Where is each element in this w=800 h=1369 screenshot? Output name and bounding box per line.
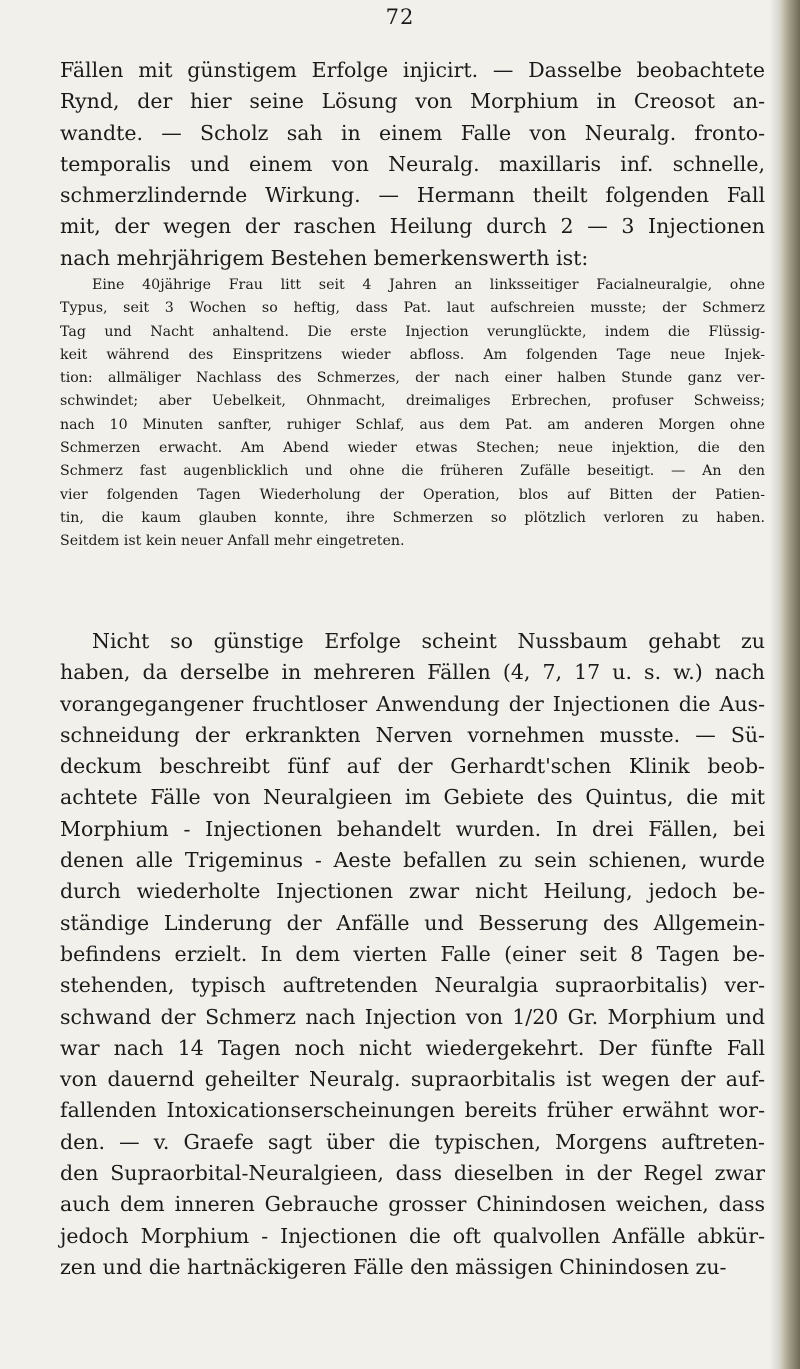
text-line: den. — v. Graefe sagt über die typischen, Morgens auftreten- xyxy=(60,1129,765,1154)
text-line: tin, die kaum glauben konnte, ihre Schmerzen so plötzlich verloren zu haben. xyxy=(60,509,765,526)
text-line: tion: allmäliger Nachlass des Schmerzes, der nach einer halben Stunde ganz ver- xyxy=(60,370,765,387)
text-line: den Supraorbital-Neuralgieen, dass dieselben in der Regel zwar xyxy=(60,1161,765,1186)
text-line: temporalis und einem von Neuralg. maxillaris inf. schnelle, xyxy=(60,151,765,176)
text-line: Nicht so günstige Erfolge scheint Nussbaum gehabt zu xyxy=(92,629,765,653)
text-line: vorangegangener fruchtloser Anwendung der Injectionen die Aus- xyxy=(60,691,765,716)
text-line: zen und die hartnäckigeren Fälle den mässigen Chinindosen zu- xyxy=(60,1254,727,1279)
paragraph-intro xyxy=(60,55,765,274)
text-line: nach mehrjährigem Bestehen bemerkenswerth ist: xyxy=(60,245,589,270)
paragraph-discussion-text xyxy=(60,626,765,1283)
page-number: 72 xyxy=(385,5,415,29)
text-line: wandte. — Scholz sah in einem Falle von Neuralg. fronto- xyxy=(60,120,765,145)
text-line: war nach 14 Tagen noch nicht wiedergekehrt. Der fünfte Fall xyxy=(60,1035,765,1060)
text-line: schwindet; aber Uebelkeit, Ohnmacht, dreimaliges Erbrechen, profuser Schweiss; xyxy=(60,393,765,410)
text-line: haben, da derselbe in mehreren Fällen (4, 7, 17 u. s. w.) nach xyxy=(60,660,765,685)
text-line: durch wiederholte Injectionen zwar nicht Heilung, jedoch be- xyxy=(60,879,765,904)
text-line: schmerzlindernde Wirkung. — Hermann theilt folgenden Fall xyxy=(60,183,765,208)
text-line: von dauernd geheilter Neuralg. supraorbitalis ist wegen der auf- xyxy=(60,1067,765,1092)
text-line: Schmerzen erwacht. Am Abend wieder etwas Stechen; neue injektion, die den xyxy=(60,440,765,457)
text-line: Schmerz fast augenblicklich und ohne die früheren Zufälle beseitigt. — An den xyxy=(60,463,765,480)
case-report-text xyxy=(60,274,765,554)
text-line: schwand der Schmerz nach Injection von 1/20 Gr. Morphium und xyxy=(60,1004,765,1029)
text-line: schneidung der erkrankten Nerven vornehmen musste. — Sü- xyxy=(60,722,765,747)
text-line: deckum beschreibt fünf auf der Gerhardt'schen Klinik beob- xyxy=(60,754,765,779)
case-report xyxy=(60,274,765,554)
text-line: stehenden, typisch auftretenden Neuralgia supraorbitalis) ver- xyxy=(60,973,765,998)
text-line: achtete Fälle von Neuralgieen im Gebiete des Quintus, die mit xyxy=(60,785,765,810)
text-line: Eine 40jährige Frau litt seit 4 Jahren an linksseitiger Facialneuralgie, ohne xyxy=(92,277,765,293)
text-line: Seitdem ist kein neuer Anfall mehr eingetreten. xyxy=(60,533,405,550)
paragraph-discussion xyxy=(60,626,765,1283)
text-line: keit während des Einspritzens wieder abfloss. Am folgenden Tage neue Injek- xyxy=(60,346,765,363)
text-line: auch dem inneren Gebrauche grosser Chinindosen weichen, dass xyxy=(60,1192,765,1217)
text-line: jedoch Morphium - Injectionen die oft qualvollen Anfälle abkür- xyxy=(60,1223,765,1248)
text-line: Rynd, der hier seine Lösung von Morphium in Creosot an- xyxy=(60,89,765,114)
text-line: nach 10 Minuten sanfter, ruhiger Schlaf, aus dem Pat. am anderen Morgen ohne xyxy=(60,416,765,433)
paragraph-intro-text xyxy=(60,55,765,274)
text-line: Typus, seit 3 Wochen so heftig, dass Pat. laut aufschreien musste; der Schmerz xyxy=(60,300,765,317)
page-edge xyxy=(780,0,800,1369)
text-line: denen alle Trigeminus - Aeste befallen zu sein schienen, wurde xyxy=(60,848,765,873)
text-line: Morphium - Injectionen behandelt wurden. In drei Fällen, bei xyxy=(60,816,765,841)
text-line: Fällen mit günstigem Erfolge injicirt. — Dasselbe beobachtete xyxy=(60,58,765,82)
text-line: mit, der wegen der raschen Heilung durch 2 — 3 Injectionen xyxy=(60,214,765,239)
text-line: Tag und Nacht anhaltend. Die erste Injection verunglückte, indem die Flüssig- xyxy=(60,323,765,340)
text-line: fallenden Intoxicationserscheinungen bereits früher erwähnt wor- xyxy=(60,1098,765,1123)
text-line: vier folgenden Tagen Wiederholung der Operation, blos auf Bitten der Patien- xyxy=(60,486,765,503)
page-shadow xyxy=(770,0,780,1369)
text-line: ständige Linderung der Anfälle und Besserung des Allgemein- xyxy=(60,910,765,935)
text-line: befindens erzielt. In dem vierten Falle (einer seit 8 Tagen be- xyxy=(60,941,765,966)
